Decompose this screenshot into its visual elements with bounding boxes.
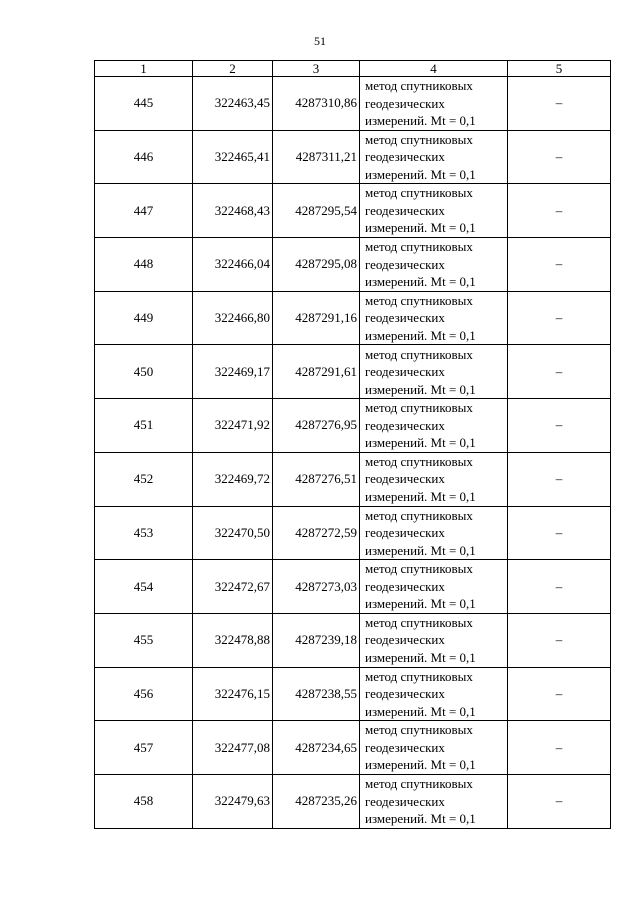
x-coordinate-cell: 322466,80	[193, 291, 273, 345]
note-cell: –	[508, 560, 611, 614]
header-col-3: 3	[273, 61, 360, 77]
method-text-line: геодезических	[365, 525, 445, 541]
x-coordinate-cell: 322476,15	[193, 667, 273, 721]
table-row	[95, 506, 611, 560]
method-text-line: измерений. Mt = 0,1	[365, 435, 476, 451]
method-cell	[360, 560, 508, 614]
y-coordinate-cell: 4287276,51	[273, 452, 360, 506]
method-text-line: измерений. Mt = 0,1	[365, 327, 476, 343]
method-cell	[360, 238, 508, 292]
table-row	[95, 774, 611, 828]
note-cell: –	[508, 238, 611, 292]
coordinates-table	[94, 60, 611, 829]
method-cell	[360, 130, 508, 184]
note-cell: –	[508, 291, 611, 345]
y-coordinate-cell: 4287311,21	[273, 130, 360, 184]
table-row	[95, 238, 611, 292]
method-text-line: измерений. Mt = 0,1	[365, 811, 476, 827]
method-cell	[360, 77, 508, 131]
header-col-5: 5	[508, 61, 611, 77]
x-coordinate-cell: 322471,92	[193, 399, 273, 453]
y-coordinate-cell: 4287273,03	[273, 560, 360, 614]
method-text-line: метод спутниковых	[365, 668, 473, 684]
table-row	[95, 560, 611, 614]
method-text-line: метод спутниковых	[365, 131, 473, 147]
x-coordinate-cell: 322478,88	[193, 613, 273, 667]
method-text-line: геодезических	[365, 256, 445, 272]
header-col-2: 2	[193, 61, 273, 77]
table-row	[95, 452, 611, 506]
method-text-line: измерений. Mt = 0,1	[365, 542, 476, 558]
point-number-cell: 455	[95, 613, 193, 667]
header-col-4: 4	[360, 61, 508, 77]
point-number-cell: 448	[95, 238, 193, 292]
note-cell: –	[508, 184, 611, 238]
x-coordinate-cell: 322477,08	[193, 721, 273, 775]
method-text-line: метод спутниковых	[365, 239, 473, 255]
x-coordinate-cell: 322472,67	[193, 560, 273, 614]
method-text-line: измерений. Mt = 0,1	[365, 381, 476, 397]
note-cell: –	[508, 774, 611, 828]
method-cell	[360, 291, 508, 345]
table-row	[95, 184, 611, 238]
method-text-line: метод спутниковых	[365, 561, 473, 577]
method-cell	[360, 184, 508, 238]
header-row	[95, 61, 611, 77]
y-coordinate-cell: 4287295,08	[273, 238, 360, 292]
method-cell	[360, 721, 508, 775]
y-coordinate-cell: 4287291,16	[273, 291, 360, 345]
y-coordinate-cell: 4287291,61	[273, 345, 360, 399]
y-coordinate-cell: 4287238,55	[273, 667, 360, 721]
method-text-line: геодезических	[365, 202, 445, 218]
note-cell: –	[508, 721, 611, 775]
note-cell: –	[508, 345, 611, 399]
method-text-line: измерений. Mt = 0,1	[365, 649, 476, 665]
method-text-line: геодезических	[365, 364, 445, 380]
note-cell: –	[508, 452, 611, 506]
table-row	[95, 721, 611, 775]
point-number-cell: 451	[95, 399, 193, 453]
method-cell	[360, 345, 508, 399]
method-text-line: геодезических	[365, 471, 445, 487]
method-text-line: измерений. Mt = 0,1	[365, 166, 476, 182]
method-text-line: измерений. Mt = 0,1	[365, 274, 476, 290]
x-coordinate-cell: 322463,45	[193, 77, 273, 131]
x-coordinate-cell: 322466,04	[193, 238, 273, 292]
method-text-line: метод спутниковых	[365, 400, 473, 416]
table-row	[95, 345, 611, 399]
method-text-line: измерений. Mt = 0,1	[365, 488, 476, 504]
y-coordinate-cell: 4287272,59	[273, 506, 360, 560]
table-row	[95, 130, 611, 184]
point-number-cell: 447	[95, 184, 193, 238]
point-number-cell: 449	[95, 291, 193, 345]
method-text-line: метод спутниковых	[365, 346, 473, 362]
method-text-line: геодезических	[365, 632, 445, 648]
y-coordinate-cell: 4287276,95	[273, 399, 360, 453]
y-coordinate-cell: 4287295,54	[273, 184, 360, 238]
point-number-cell: 457	[95, 721, 193, 775]
method-text-line: геодезических	[365, 310, 445, 326]
method-text-line: измерений. Mt = 0,1	[365, 596, 476, 612]
note-cell: –	[508, 130, 611, 184]
method-text-line: геодезических	[365, 95, 445, 111]
x-coordinate-cell: 322465,41	[193, 130, 273, 184]
method-text-line: геодезических	[365, 793, 445, 809]
header-col-1: 1	[95, 61, 193, 77]
method-text-line: метод спутниковых	[365, 507, 473, 523]
method-text-line: метод спутниковых	[365, 722, 473, 738]
method-text-line: геодезических	[365, 417, 445, 433]
method-text-line: измерений. Mt = 0,1	[365, 113, 476, 129]
method-text-line: метод спутниковых	[365, 614, 473, 630]
y-coordinate-cell: 4287235,26	[273, 774, 360, 828]
table-row	[95, 77, 611, 131]
method-text-line: метод спутниковых	[365, 78, 473, 94]
page-number: 51	[314, 34, 326, 48]
method-text-line: метод спутниковых	[365, 453, 473, 469]
y-coordinate-cell: 4287234,65	[273, 721, 360, 775]
x-coordinate-cell: 322470,50	[193, 506, 273, 560]
method-text-line: геодезических	[365, 149, 445, 165]
table-row	[95, 613, 611, 667]
method-cell	[360, 774, 508, 828]
method-text-line: геодезических	[365, 686, 445, 702]
table-body	[95, 77, 611, 829]
note-cell: –	[508, 399, 611, 453]
method-text-line: геодезических	[365, 739, 445, 755]
x-coordinate-cell: 322469,72	[193, 452, 273, 506]
point-number-cell: 452	[95, 452, 193, 506]
point-number-cell: 446	[95, 130, 193, 184]
method-cell	[360, 399, 508, 453]
point-number-cell: 450	[95, 345, 193, 399]
method-text-line: измерений. Mt = 0,1	[365, 703, 476, 719]
point-number-cell: 454	[95, 560, 193, 614]
method-text-line: измерений. Mt = 0,1	[365, 757, 476, 773]
note-cell: –	[508, 77, 611, 131]
table-header	[95, 61, 611, 77]
y-coordinate-cell: 4287239,18	[273, 613, 360, 667]
method-cell	[360, 613, 508, 667]
point-number-cell: 456	[95, 667, 193, 721]
method-text-line: метод спутниковых	[365, 776, 473, 792]
method-text-line: метод спутниковых	[365, 292, 473, 308]
table-row	[95, 291, 611, 345]
x-coordinate-cell: 322468,43	[193, 184, 273, 238]
table-row	[95, 667, 611, 721]
point-number-cell: 453	[95, 506, 193, 560]
note-cell: –	[508, 667, 611, 721]
y-coordinate-cell: 4287310,86	[273, 77, 360, 131]
note-cell: –	[508, 613, 611, 667]
method-text-line: геодезических	[365, 578, 445, 594]
point-number-cell: 458	[95, 774, 193, 828]
method-text-line: метод спутниковых	[365, 185, 473, 201]
note-cell: –	[508, 506, 611, 560]
point-number-cell: 445	[95, 77, 193, 131]
method-cell	[360, 506, 508, 560]
method-cell	[360, 452, 508, 506]
method-text-line: измерений. Mt = 0,1	[365, 220, 476, 236]
method-cell	[360, 667, 508, 721]
x-coordinate-cell: 322469,17	[193, 345, 273, 399]
x-coordinate-cell: 322479,63	[193, 774, 273, 828]
table-row	[95, 399, 611, 453]
